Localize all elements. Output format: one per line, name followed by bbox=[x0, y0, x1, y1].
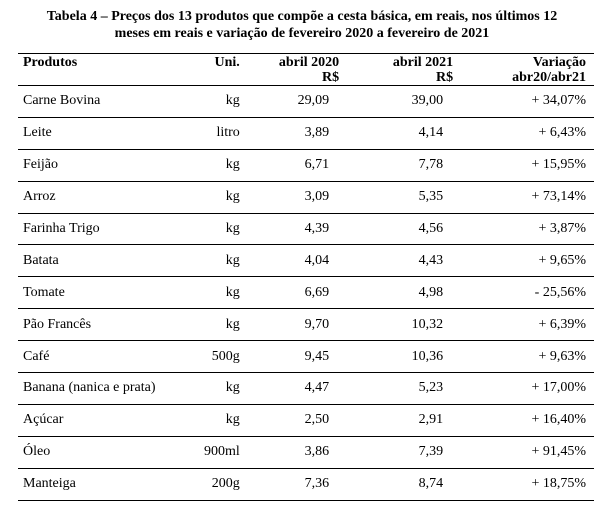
cell-unidade: kg bbox=[190, 181, 240, 213]
cell-abril-2021: 4,56 bbox=[353, 213, 467, 245]
cell-abril-2020: 29,09 bbox=[240, 86, 353, 118]
header-abril-2021-line2: R$ bbox=[436, 70, 454, 85]
cell-abril-2020: 7,36 bbox=[240, 468, 353, 500]
cell-variacao: + 91,45% bbox=[467, 436, 594, 468]
table-row bbox=[18, 245, 594, 277]
cell-variacao: + 3,87% bbox=[467, 213, 594, 245]
table-row bbox=[18, 181, 594, 213]
caption-line-2: meses em reais e variação de fevereiro 2020 a fevereiro de 2021 bbox=[114, 26, 490, 41]
cell-abril-2020: 6,69 bbox=[240, 277, 353, 309]
cell-unidade: kg bbox=[190, 245, 240, 277]
cell-variacao: + 16,40% bbox=[467, 404, 594, 436]
table-row bbox=[18, 373, 594, 405]
table-row bbox=[18, 149, 594, 181]
cell-unidade: 200g bbox=[190, 468, 240, 500]
cell-unidade: kg bbox=[190, 309, 240, 341]
cell-produto: Manteiga bbox=[18, 468, 190, 500]
cell-produto: Café bbox=[18, 341, 190, 373]
cell-abril-2020: 3,86 bbox=[240, 436, 353, 468]
cell-abril-2021: 10,36 bbox=[353, 341, 467, 373]
cell-produto: Óleo bbox=[18, 436, 190, 468]
table-row bbox=[18, 404, 594, 436]
cell-unidade: litro bbox=[190, 117, 240, 149]
table-row bbox=[18, 213, 594, 245]
cell-produto: Arroz bbox=[18, 181, 190, 213]
header-uni-label: Uni. bbox=[214, 55, 240, 70]
header-variacao-line2: abr20/abr21 bbox=[512, 70, 586, 85]
header-abril-2021 bbox=[353, 54, 467, 86]
cell-abril-2020: 4,39 bbox=[240, 213, 353, 245]
cell-abril-2021: 7,78 bbox=[353, 149, 467, 181]
header-abril-2021-line1: abril 2021 bbox=[392, 55, 454, 70]
cell-variacao: + 9,65% bbox=[467, 245, 594, 277]
cell-variacao: + 34,07% bbox=[467, 86, 594, 118]
table-row bbox=[18, 86, 594, 118]
cell-produto: Tomate bbox=[18, 277, 190, 309]
cell-produto: Feijão bbox=[18, 149, 190, 181]
cell-abril-2021: 7,39 bbox=[353, 436, 467, 468]
header-produtos bbox=[18, 54, 190, 86]
cell-unidade: kg bbox=[190, 86, 240, 118]
cell-produto: Batata bbox=[18, 245, 190, 277]
cell-unidade: kg bbox=[190, 373, 240, 405]
cell-abril-2021: 4,14 bbox=[353, 117, 467, 149]
table-row bbox=[18, 309, 594, 341]
cell-variacao: + 15,95% bbox=[467, 149, 594, 181]
cell-variacao: + 17,00% bbox=[467, 373, 594, 405]
header-abril-2020-line1: abril 2020 bbox=[278, 55, 340, 70]
caption-line-1: Tabela 4 – Preços dos 13 produtos que compõe a cesta básica, em reais, nos últimos 12 bbox=[46, 9, 558, 24]
cell-abril-2021: 4,43 bbox=[353, 245, 467, 277]
cell-abril-2021: 2,91 bbox=[353, 404, 467, 436]
cell-abril-2020: 4,47 bbox=[240, 373, 353, 405]
table-row bbox=[18, 277, 594, 309]
header-uni bbox=[190, 54, 240, 86]
cell-abril-2020: 6,71 bbox=[240, 149, 353, 181]
cell-unidade: kg bbox=[190, 149, 240, 181]
cell-abril-2020: 3,89 bbox=[240, 117, 353, 149]
table-header-row bbox=[18, 54, 594, 86]
cell-variacao: + 6,43% bbox=[467, 117, 594, 149]
table-caption bbox=[0, 8, 604, 42]
cell-abril-2021: 10,32 bbox=[353, 309, 467, 341]
cell-abril-2020: 2,50 bbox=[240, 404, 353, 436]
cell-abril-2021: 5,35 bbox=[353, 181, 467, 213]
cell-abril-2020: 3,09 bbox=[240, 181, 353, 213]
cell-produto: Açúcar bbox=[18, 404, 190, 436]
cell-variacao: + 73,14% bbox=[467, 181, 594, 213]
cell-abril-2020: 9,70 bbox=[240, 309, 353, 341]
cell-abril-2021: 8,74 bbox=[353, 468, 467, 500]
header-produtos-label: Produtos bbox=[23, 55, 78, 70]
cell-variacao: + 9,63% bbox=[467, 341, 594, 373]
cell-variacao: + 6,39% bbox=[467, 309, 594, 341]
price-table bbox=[18, 53, 594, 501]
cell-unidade: kg bbox=[190, 404, 240, 436]
cell-unidade: 900ml bbox=[190, 436, 240, 468]
cell-unidade: kg bbox=[190, 277, 240, 309]
table-row bbox=[18, 436, 594, 468]
table-row bbox=[18, 117, 594, 149]
header-variacao-line1: Variação bbox=[532, 55, 586, 70]
cell-unidade: 500g bbox=[190, 341, 240, 373]
cell-produto: Leite bbox=[18, 117, 190, 149]
header-variacao bbox=[467, 54, 594, 86]
cell-unidade: kg bbox=[190, 213, 240, 245]
cell-produto: Farinha Trigo bbox=[18, 213, 190, 245]
table-row bbox=[18, 341, 594, 373]
cell-produto: Pão Francês bbox=[18, 309, 190, 341]
cell-abril-2021: 4,98 bbox=[353, 277, 467, 309]
cell-produto: Carne Bovina bbox=[18, 86, 190, 118]
table-row bbox=[18, 468, 594, 500]
cell-abril-2021: 5,23 bbox=[353, 373, 467, 405]
cell-abril-2020: 9,45 bbox=[240, 341, 353, 373]
cell-abril-2020: 4,04 bbox=[240, 245, 353, 277]
cell-variacao: + 18,75% bbox=[467, 468, 594, 500]
cell-variacao: - 25,56% bbox=[467, 277, 594, 309]
table-body bbox=[18, 86, 594, 501]
header-abril-2020 bbox=[240, 54, 353, 86]
cell-abril-2021: 39,00 bbox=[353, 86, 467, 118]
header-abril-2020-line2: R$ bbox=[321, 70, 340, 85]
cell-produto: Banana (nanica e prata) bbox=[18, 373, 190, 405]
